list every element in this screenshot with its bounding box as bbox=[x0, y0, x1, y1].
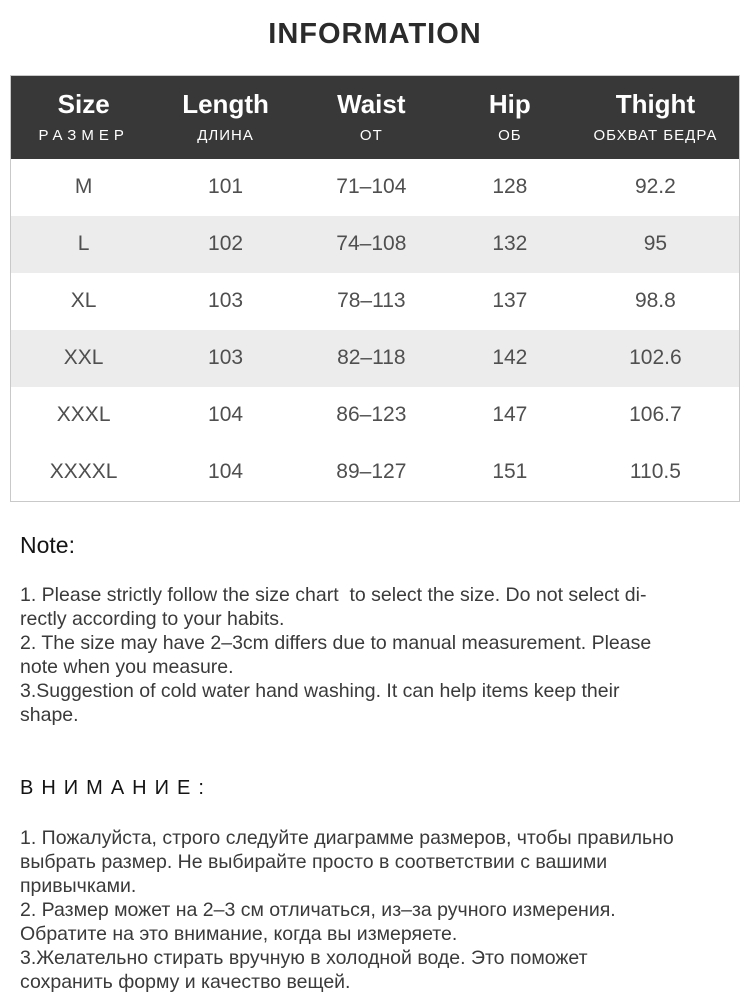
table-cell-size: XL bbox=[70, 289, 97, 313]
note-line: 2. The size may have 2–3cm differs due to manual measurement. Please bbox=[20, 631, 652, 654]
note-line: note when you measure. bbox=[20, 655, 234, 678]
note-line: rectly according to your habits. bbox=[20, 607, 285, 630]
note-line: 3.Suggestion of cold water hand washing. It can help items keep their bbox=[20, 679, 620, 702]
table-cell-hip: 147 bbox=[492, 403, 528, 427]
column-header-size-en: Size bbox=[57, 89, 110, 119]
note-line: 3.Желательно стирать вручную в холодной воде. Это поможет bbox=[20, 946, 588, 969]
note-line: 1. Please strictly follow the size chart to select the size. Do not select di- bbox=[20, 583, 647, 606]
table-cell-size: XXL bbox=[63, 346, 104, 370]
table-cell-size: M bbox=[74, 175, 93, 199]
note-line: 1. Пожалуйста, строго следуйте диаграмме размеров, чтобы правильно bbox=[20, 826, 674, 849]
size-chart-table bbox=[10, 75, 740, 502]
notes-russian-section bbox=[20, 777, 728, 994]
table-row bbox=[11, 444, 740, 502]
notes-russian-heading: ВНИМАНИЕ: bbox=[20, 776, 212, 799]
notes-english-text bbox=[20, 583, 728, 727]
note-line: 2. Размер может на 2–3 см отличаться, из–за ручного измерения. bbox=[20, 898, 616, 921]
table-cell-thigh: 98.8 bbox=[634, 289, 676, 313]
table-cell-hip: 151 bbox=[492, 460, 528, 484]
page-title: INFORMATION bbox=[268, 18, 482, 50]
table-cell-hip: 132 bbox=[492, 232, 528, 256]
notes-russian-text bbox=[20, 826, 728, 994]
table-row bbox=[11, 159, 740, 216]
table-row bbox=[11, 216, 740, 273]
table-cell-size: L bbox=[77, 232, 90, 256]
table-cell-thigh: 92.2 bbox=[634, 175, 676, 199]
table-cell-thigh: 102.6 bbox=[629, 346, 682, 370]
information-page bbox=[0, 18, 750, 994]
table-cell-thigh: 95 bbox=[643, 232, 668, 256]
table-cell-thigh: 110.5 bbox=[629, 460, 681, 484]
table-row bbox=[11, 387, 740, 444]
column-header-hip-en: Hip bbox=[488, 89, 531, 119]
table-cell-waist: 89–127 bbox=[336, 460, 407, 484]
column-header-hip bbox=[448, 76, 572, 159]
table-cell-length: 102 bbox=[208, 232, 244, 256]
column-header-waist bbox=[295, 76, 448, 159]
column-header-hip-ru: ОБ bbox=[498, 126, 522, 144]
note-line: сохранить форму и качество вещей. bbox=[20, 970, 351, 993]
table-cell-waist: 71–104 bbox=[336, 175, 407, 199]
table-cell-waist: 74–108 bbox=[336, 232, 407, 256]
table-cell-size: XXXL bbox=[56, 403, 111, 427]
column-header-thigh-ru: ОБХВАТ БЕДРА bbox=[593, 126, 718, 144]
column-header-length-en: Length bbox=[182, 89, 269, 119]
table-cell-waist: 78–113 bbox=[337, 289, 406, 313]
table-row bbox=[11, 273, 740, 330]
table-cell-waist: 86–123 bbox=[336, 403, 407, 427]
column-header-waist-en: Waist bbox=[337, 89, 406, 119]
table-row bbox=[11, 330, 740, 387]
notes-english-section bbox=[20, 532, 728, 727]
column-header-thigh-en: Thight bbox=[615, 89, 696, 119]
table-cell-waist: 82–118 bbox=[337, 346, 406, 370]
table-cell-hip: 142 bbox=[492, 346, 528, 370]
table-cell-length: 103 bbox=[208, 346, 244, 370]
size-chart-header bbox=[11, 76, 740, 159]
table-cell-thigh: 106.7 bbox=[629, 403, 682, 427]
table-cell-length: 104 bbox=[208, 403, 244, 427]
note-line: shape. bbox=[20, 703, 79, 726]
column-header-size bbox=[11, 76, 157, 159]
column-header-size-ru: РАЗМЕР bbox=[38, 126, 129, 144]
notes-english-heading: Note: bbox=[20, 531, 75, 558]
note-line: выбрать размер. Не выбирайте просто в соответствии с вашими bbox=[20, 850, 608, 873]
header-row bbox=[11, 76, 740, 159]
note-line: привычками. bbox=[20, 874, 137, 897]
table-cell-length: 101 bbox=[208, 175, 244, 199]
size-chart-body bbox=[11, 159, 740, 502]
table-cell-length: 104 bbox=[208, 460, 244, 484]
column-header-waist-ru: ОТ bbox=[359, 126, 383, 144]
table-cell-size: XXXXL bbox=[49, 460, 118, 484]
column-header-length-ru: ДЛИНА bbox=[197, 126, 254, 144]
table-cell-length: 103 bbox=[208, 289, 244, 313]
column-header-length bbox=[156, 76, 295, 159]
column-header-thigh bbox=[572, 76, 740, 159]
table-cell-hip: 137 bbox=[492, 289, 528, 313]
note-line: Обратите на это внимание, когда вы измеряете. bbox=[20, 922, 458, 945]
table-cell-hip: 128 bbox=[492, 175, 528, 199]
